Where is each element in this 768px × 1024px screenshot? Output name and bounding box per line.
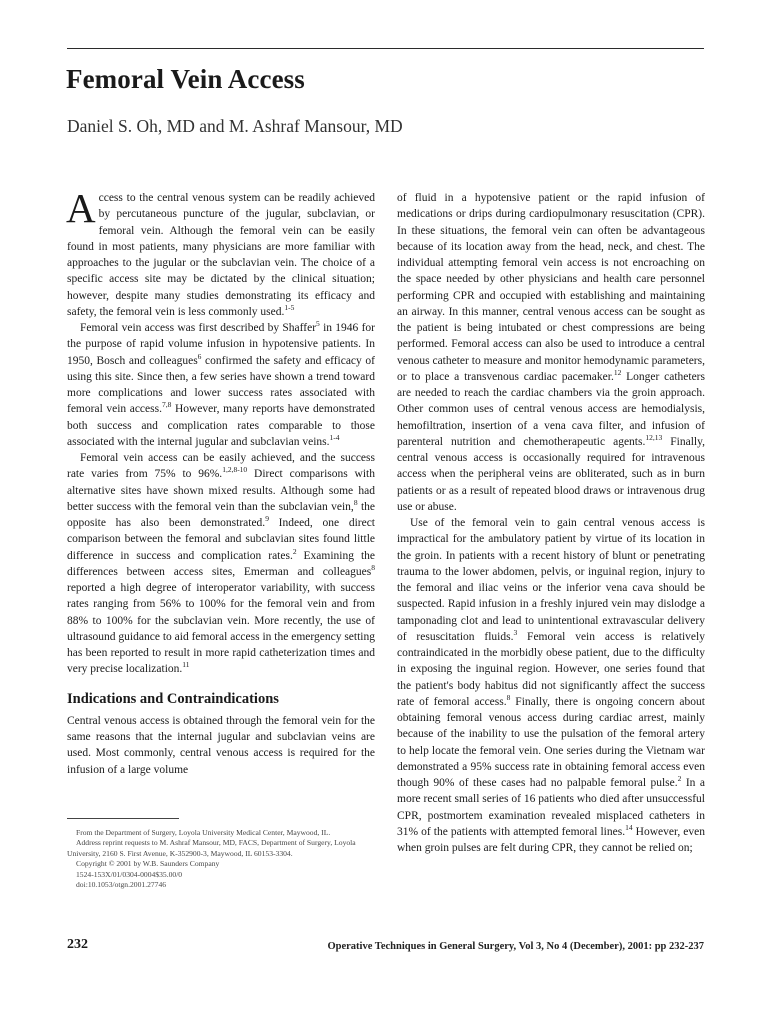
paragraph [397,515,705,856]
paragraph-text: Finally, there is ongoing concern about obtaining femoral venous access during cardiac arrest, mainly because of the inability to use the pulsation of the femoral artery to help locate the femoral vein. One series during the Vietnam war demonstrated a 95% success rate in obtaining femoral access even though 90% of these cases had no palpable femoral pulse. [397,695,705,789]
paragraph-text: Femoral vein access can be easily achieved, and the success rate varies from 75% to 96%. [67,452,375,481]
footnote-doi: doi:10.1053/otgn.2001.27746 [76,880,167,890]
article-authors: Daniel S. Oh, MD and M. Ashraf Mansour, MD [67,116,403,136]
top-rule [67,48,704,49]
left-column [66,185,375,778]
citation-ref: 12,13 [645,432,663,442]
citation-ref: 6 [197,351,202,361]
paragraph-text: of fluid in a hypotensive patient or the rapid infusion of medications or drips during cardiopulmonary resuscitation (CPR). In these situations, the femoral vein can often be advantageous because of its location away from the head, neck, and chest. The individual attempting femoral vein access is not encroaching on the space needed by other physicians and health care personnel performing CPR and occupied with establishing and maintaining an airway. In this manner, central venous access can be sought as the patient is being intubated or chest compressions are being performed. Femoral access can also be used to introduce a central venous catheter to measure and monitor hemodynamic parameters, or to place a transvenous cardiac pacemaker. [397,192,705,383]
citation-ref: 11 [182,660,190,670]
citation-ref: 14 [625,822,633,832]
paragraph-text: in 1946 for the purpose of rapid volume infusion in hypotensive patients. In 1950, Bosch and colleagues [67,322,375,367]
page-number: 232 [67,937,88,952]
citation-ref: 1-5 [284,302,295,312]
citation-ref: 2 [292,546,297,556]
paragraph-text: Finally, central venous access is occasionally required for intravenous access when the peripheral veins are obliterated, such as in burn patients or as a result of repeated blood draws or intravenous drug use or abuse. [397,435,705,513]
paragraph [397,190,705,515]
paragraph [67,320,375,450]
journal-citation: Operative Techniques in General Surgery, Vol 3, No 4 (December), 2001: pp 232-237 [327,941,704,952]
footnote-copyright: Copyright © 2001 by W.B. Saunders Company [76,859,220,869]
paragraph-text: In a more recent small series of 16 patients who died after unsuccessful CPR, postmortem examination revealed misplaced catheters in 31% of the patients with attempted femoral lines. [397,777,706,838]
footnote-issn: 1524-153X/01/0304-0004$35.00/0 [76,869,183,879]
citation-ref: 12 [613,367,622,377]
paragraph-text: Central venous access is obtained through the femoral vein for the same reasons that the internal jugular and subclavian veins are used. Most commonly, central venous access is required for the infusion of a large volume [67,714,375,776]
paragraph-text: Examining the differences between access sites, Emerman and colleagues [67,549,375,578]
intro-paragraph [66,185,375,320]
paragraph-text: However, even when groin pulses are felt during CPR, they cannot be relied on; [397,825,705,854]
section-heading: Indications and Contraindications [67,690,279,707]
citation-ref: 8 [353,497,358,507]
footnote-reprint-address: Address reprint requests to M. Ashraf Mansour, MD, FACS, Department of Surgery, Loyola University, 2160 S. First Avenue, K-352900-3, Maywood, IL 60153-3304. [67,838,356,858]
paragraph-text: Direct comparisons with alternative sites have shown mixed results. Although some had better success with the femoral vein than the subclavian vein, [67,468,375,513]
footnote-rule [67,818,179,819]
citation-ref: 8 [506,692,511,702]
citation-ref: 8 [371,562,375,572]
citation-ref: 7,8 [161,400,172,410]
citation-ref: 9 [265,514,269,524]
paragraph-text: Use of the femoral vein to gain central venous access is impractical for the ambulatory patient by virtue of its location in the groin. In patients with a recent history of blunt or penetrating trauma to the lower abdomen, pelvis, or inguinal region, injury to the femoral and iliac veins or the inferior vena cava should be suspected. Rapid infusion in a freshly injured vein may dislodge a tamponading clot and lead to unintentional extravascular delivery of resuscitation fluids. [397,517,705,643]
paragraph-text: Longer catheters are needed to reach the cardiac chambers via the groin approach. Other common uses of central venous access are hemodialysis, hemofiltration, insertion of a vena cava filter, and infusion of parenteral nutrition and chemotherapeutic agents. [397,370,705,448]
paragraph-text: Indeed, one direct comparison between the femoral and subclavian sites found little difference in success and complication rates. [67,517,375,562]
drop-cap: A [66,185,96,231]
paragraph [67,450,375,678]
right-column [397,190,705,856]
citation-ref: 5 [316,319,320,329]
footnote-affiliation: From the Department of Surgery, Loyola University Medical Center, Maywood, IL. [76,828,331,837]
footnotes [67,828,375,890]
citation-ref: 3 [513,627,518,637]
paragraph-text: Femoral vein access is relatively contraindicated in the morbidly obese patient, due to the difficulty in exposing the inguinal region. However, one series found that the patient's body habitus did not significantly affect the success rate of femoral access. [397,630,705,708]
paragraph-text: However, many reports have demonstrated both success and complication rates comparable to those associated with the internal jugular and subclavian veins. [67,403,375,448]
paragraph-text: the opposite has also been demonstrated. [67,500,375,529]
paragraph [67,713,375,778]
citation-ref: 1-4 [329,432,340,442]
paragraph-text: confirmed the safety and efficacy of using this site. Since then, a few series have shown a trend toward more complications and lower success rates associated with femoral vein access. [67,354,375,416]
paragraph-text: Femoral vein access was first described by Shaffer [80,322,317,334]
paragraph-text: reported a high degree of interoperator variability, with success rates ranging from 56% to 100% for the femoral vein and from 88% to 100% for the subclavian vein. More recently, the use of ultrasound guidance to aid femoral access in the emergency setting has been reported to result in more rapid catheterization times and very precise localization. [67,582,375,676]
citation-ref: 2 [677,774,682,784]
article-title: Femoral Vein Access [66,64,305,94]
paragraph-text: ccess to the central venous system can be readily achieved by percutaneous puncture of the jugular, subclavian, or femoral vein. Although the femoral vein can be easily found in most patients, many physicians are more familiar with approaches to the jugular or the subclavian vein. The choice of a specific access site may be dictated by the clinical situation; however, despite many studies demonstrating its efficacy and safety, the femoral vein is less commonly used. [67,192,375,318]
citation-ref: 1,2,8-10 [222,465,248,475]
